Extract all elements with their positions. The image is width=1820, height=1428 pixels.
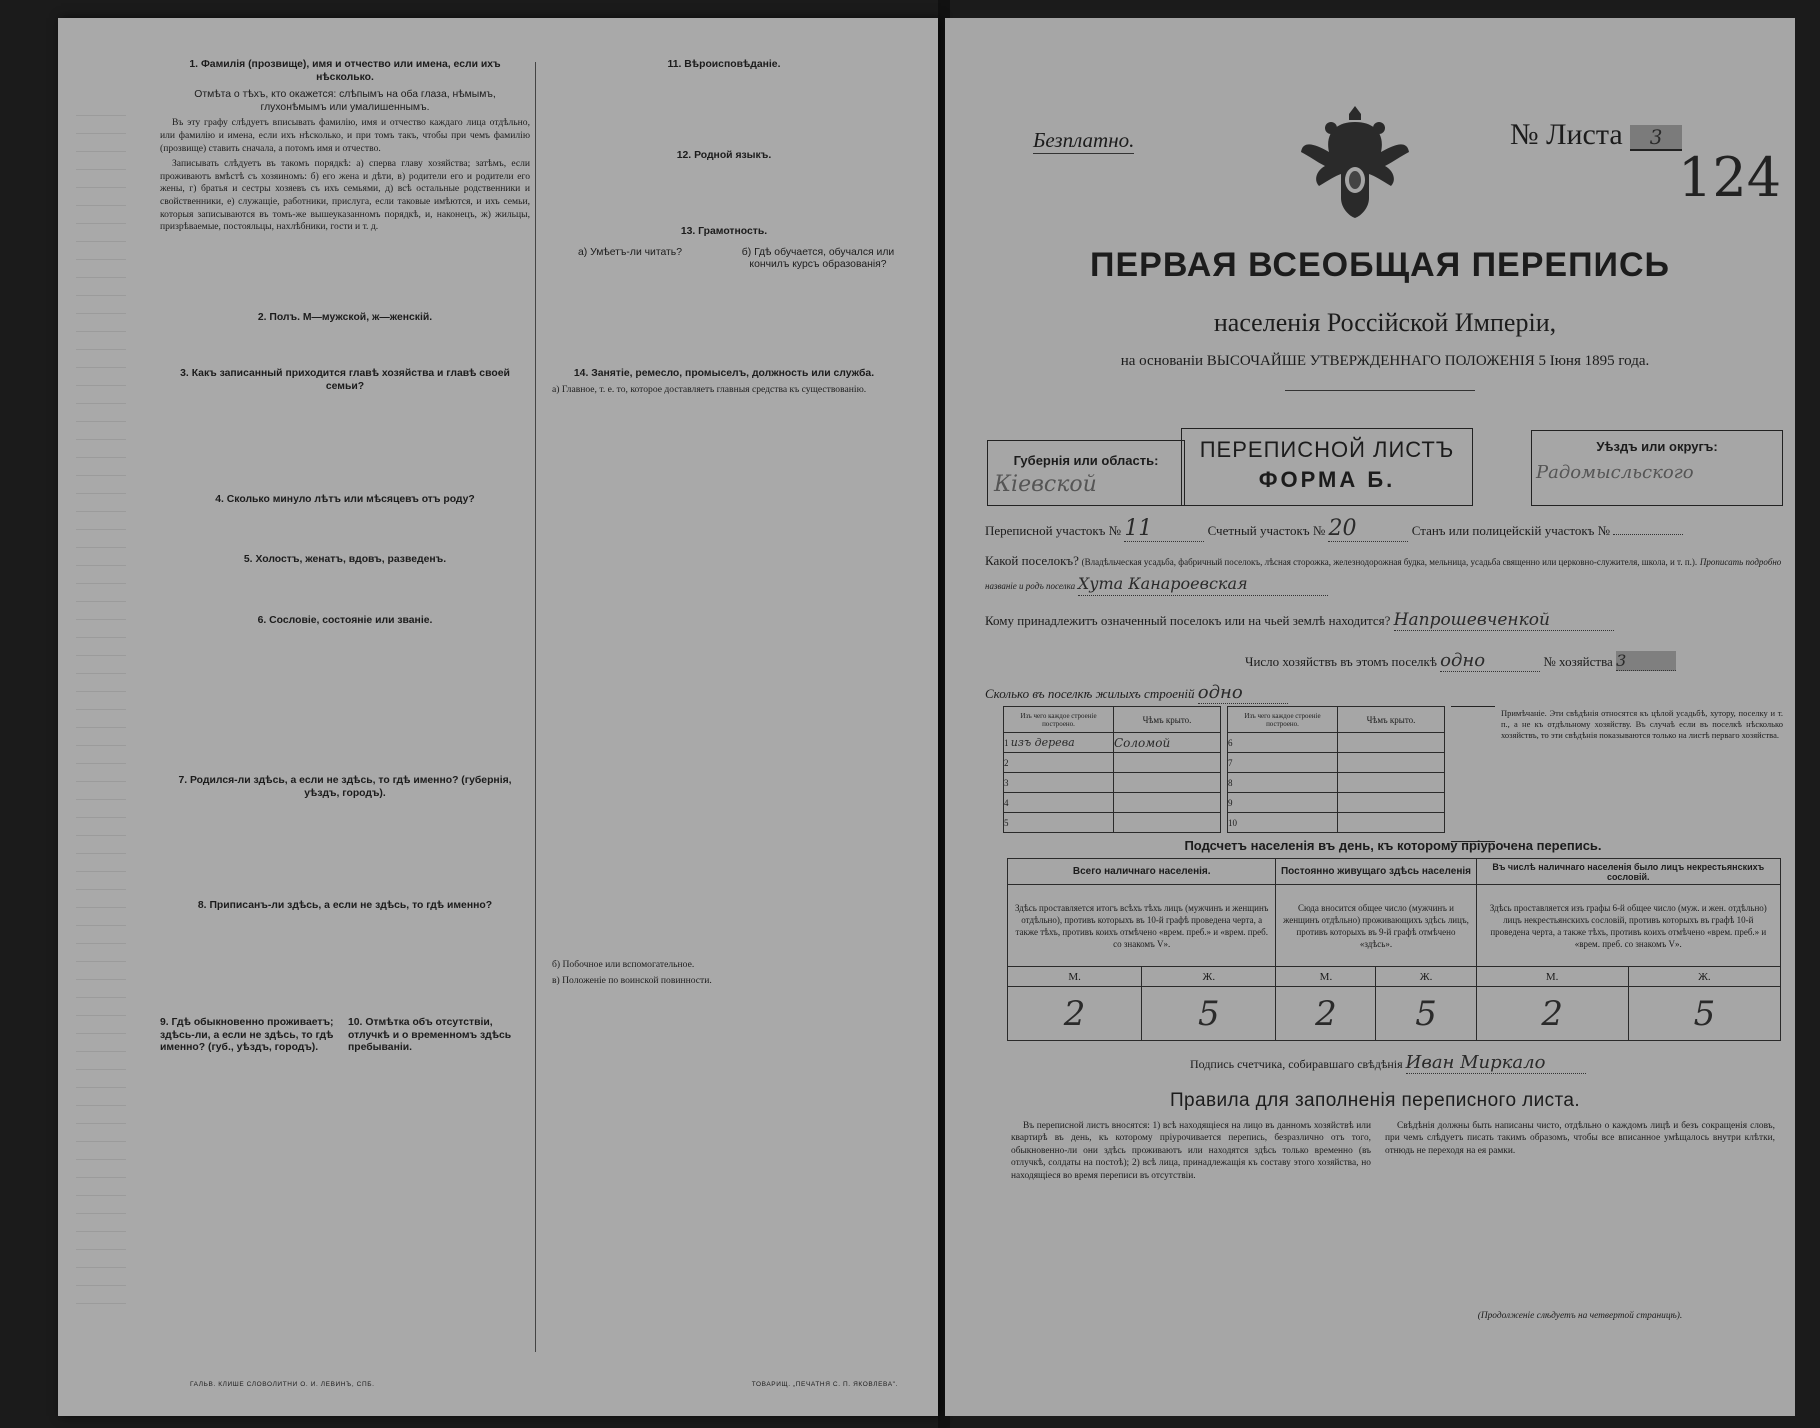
census-title: ПЕРВАЯ ВСЕОБЩАЯ ПЕРЕПИСЬ: [1090, 246, 1670, 284]
form-type: ФОРМА Б.: [1258, 467, 1396, 492]
owner-value: Напрошевченкой: [1394, 610, 1614, 631]
col-nonpeasant-desc: Здѣсь проставляется изъ графы 6-й общее число (муж. и жен. отдѣльно) лицъ некрестьянскихъ сословій, противъ которыхъ въ графѣ 10-й проведена черта, а также тѣхъ, противъ коихъ отмѣчено «врем. преб.» и «врем. преб. со знакомъ V».: [1476, 885, 1780, 967]
section-heading: 3. Какъ записанный приходится главѣ хозяйства и главѣ своей семьи?: [180, 368, 510, 392]
uchastok-row: [985, 516, 1785, 542]
schetny-label: Счетный участокъ №: [1207, 523, 1326, 538]
note-text: Примѣчаніе. Эти свѣдѣнія относятся къ цѣлой усадьбѣ, хутору, поселку и т. п., а не къ отдѣльному хозяйству. Въ случаѣ если въ поселкѣ нѣсколько хозяйствъ, то эти свѣдѣнія показываются только на листѣ перваго хозяйства.: [1501, 708, 1783, 740]
rules-title: Правила для заполненія переписного листа.: [1169, 1090, 1581, 1111]
census-legal-basis: на основаніи ВЫСОЧАЙШЕ УТВЕРЖДЕННАГО ПОЛОЖЕНІЯ 5 Іюня 1895 года.: [1120, 353, 1650, 369]
section-heading: 10. Отмѣтка объ отсутствіи, отлучкѣ и о временномъ здѣсь пребываніи.: [348, 1017, 512, 1054]
households-row: [1245, 650, 1785, 672]
schetny-value: 20: [1328, 516, 1408, 542]
section-heading: 8. Приписанъ-ли здѣсь, а если не здѣсь, то гдѣ именно?: [197, 900, 493, 912]
buildings-table-left: Изъ чего каждое строеніе построено. Чѣмъ крыто. 1 изъ дерева Соломой 2 3 4 5: [1003, 706, 1221, 833]
uezd-label: Уѣздъ или округъ:: [1596, 439, 1718, 454]
owner-label: Кому принадлежитъ означенный поселокъ или на чьей землѣ находится?: [985, 613, 1391, 628]
signature-row: [1190, 1052, 1586, 1074]
col-permanent-head: Постоянно живущаго здѣсь населенія: [1276, 859, 1476, 885]
poselok-hint: Прописать подробно названіе и родъ поселка: [985, 557, 1782, 591]
households-label: Число хозяйствъ въ этомъ поселкѣ: [1245, 654, 1437, 669]
form-title-box: [1181, 428, 1473, 506]
total-female-value: 5: [1142, 987, 1276, 1041]
header-roof: Чѣмъ крыто.: [1114, 707, 1221, 733]
subheading-read: а) Умѣетъ-ли читать?: [577, 246, 683, 258]
form-title: ПЕРЕПИСНОЙ ЛИСТЪ: [1199, 437, 1455, 462]
sheet-label: № Листа: [1510, 118, 1623, 151]
free-label: Безплатно.: [1033, 128, 1135, 152]
signature-value: Иван Миркало: [1406, 1052, 1586, 1074]
paragraph: Въ эту графу слѣдуетъ вписывать фамилію, имя и отчество каждаго лица отдѣльно, или фамилію и имена, если ихъ нѣсколько, и при томъ такъ, чтобы при чемъ фамилію (прозвище) ставить сначала, а потомъ имя и отчество.: [160, 117, 530, 154]
nonpeasant-female-value: 5: [1628, 987, 1780, 1041]
guberniya-value: Кіевской: [994, 472, 1097, 497]
owner-row: [985, 610, 1785, 631]
uchastok-label: Переписной участокъ №: [985, 523, 1122, 538]
poselok-label: Какой поселокъ?: [985, 553, 1079, 568]
instructions-column-2: [540, 54, 908, 990]
paragraph: в) Положеніе по воинской повинности.: [552, 974, 712, 986]
population-count-table: [1007, 858, 1781, 1041]
buildings-label: Сколько въ поселкѣ жилыхъ строеній: [985, 686, 1195, 701]
row1-material: изъ дерева: [1010, 736, 1075, 749]
buildings-row: [985, 682, 1288, 704]
households-value: одно: [1440, 650, 1540, 672]
nonpeasant-male-value: 2: [1476, 987, 1628, 1041]
section-heading: 7. Родился-ли здѣсь, а если не здѣсь, то гдѣ именно? (губернія, уѣздъ, городъ).: [178, 775, 512, 799]
rules-column-2: Свѣдѣнія должны быть написаны чисто, отдѣльно о каждомъ лицѣ и безъ сокращенія словъ, при чемъ слѣдуетъ писать такимъ образомъ, чтобы все вписанное умѣщалось внутри клѣтки, отнюдь не переходя на ея рамки. (Продолженіе слѣдуетъ на четвертой страницѣ).: [1385, 1121, 1775, 1322]
section-heading: 6. Сословіе, состояніе или званіе.: [257, 614, 433, 626]
buildings-value: одно: [1198, 682, 1288, 704]
census-form-page: [945, 18, 1795, 1416]
stan-label: Станъ или полицейскій участокъ №: [1411, 523, 1611, 538]
ruled-margin: [76, 98, 126, 1318]
col-total-head: Всего наличнаго населенія.: [1008, 859, 1276, 885]
buildings-table-right: Изъ чего каждое строеніе построено. Чѣмъ крыто. 6 7 8 9 10: [1227, 706, 1445, 833]
guberniya-label: Губернія или область:: [1013, 453, 1159, 468]
continuation-note: (Продолженіе слѣдуетъ на четвертой страницѣ).: [1477, 1311, 1683, 1322]
m-header: М.: [1008, 967, 1142, 987]
col-nonpeasant-head: Въ числѣ наличнаго населенія было лицъ некрестьянскихъ сословій.: [1476, 859, 1780, 885]
section-heading: 12. Родной языкъ.: [676, 149, 772, 161]
paragraph: б) Побочное или вспомогательное.: [552, 959, 695, 971]
household-number-value: 3: [1616, 651, 1676, 671]
permanent-female-value: 5: [1376, 987, 1476, 1041]
zh-header: Ж.: [1142, 967, 1276, 987]
section-heading: 4. Сколько минуло лѣтъ или мѣсяцевъ отъ роду?: [215, 493, 475, 505]
poselok-note: (Владѣльческая усадьба, фабричный поселокъ, лѣсная сторожка, железнодорожная будка, мельница, усадьба священно или церковно-служителя, школа, и т. п.).: [1081, 557, 1698, 567]
printer-imprint-right: ТОВАРИЩ. „ПЕЧАТНЯ С. П. ЯКОВЛЕВА".: [751, 1381, 898, 1388]
uezd-value: Радомысльского: [1536, 462, 1694, 483]
row1-roof: Соломой: [1114, 733, 1221, 753]
permanent-male-value: 2: [1276, 987, 1376, 1041]
sheet-number-value: 3: [1630, 125, 1682, 151]
signature-label: Подпись счетчика, собиравшаго свѣдѣнія: [1190, 1057, 1403, 1071]
double-headed-eagle-icon: [1295, 100, 1415, 224]
paragraph: а) Главное, т. е. то, которое доставляетъ главныя средства къ существованію.: [552, 383, 867, 395]
section-heading: 5. Холостъ, женатъ, вдовъ, разведенъ.: [243, 554, 447, 566]
sheet-number-label: [1510, 118, 1682, 152]
zh-header: Ж.: [1628, 967, 1780, 987]
section-subheading: Отмѣта о тѣхъ, кто окажется: слѣпымъ на оба глаза, нѣмымъ, глухонѣмымъ или умалишеннымъ.: [194, 89, 496, 113]
guberniya-box: [987, 440, 1185, 506]
m-header: М.: [1476, 967, 1628, 987]
uezd-box: [1531, 430, 1783, 506]
count-title: Подсчетъ населенія въ день, къ которому пріурочена перепись.: [1184, 838, 1602, 853]
left-page-instructions: [58, 18, 938, 1416]
section-heading: 14. Занятіе, ремесло, промыселъ, должность или служба.: [573, 367, 875, 379]
instructions-column-1: [160, 54, 530, 1058]
household-number-label: № хозяйства: [1543, 654, 1613, 669]
paragraph: Записывать слѣдуетъ въ такомъ порядкѣ: а) сперва главу хозяйства; затѣмъ, если проживаютъ вмѣстѣ съ хозяиномъ: б) его жена и дѣти, в) родители его и родители его жены, г) братья и сестры хозяевъ съ ихъ семьями, д) всѣ остальные родственники и свойственники, е) служащіе, работники, прислуга, если таковые имѣются, и ихъ семьи, которыя записываются въ томъ-же вышеуказанномъ порядкѣ, и, наконецъ, ж) жильцы, призрѣваемые, постояльцы, нахлѣбники, гости и т. д.: [160, 158, 530, 233]
column-divider: [535, 62, 536, 1352]
total-male-value: 2: [1008, 987, 1142, 1041]
subheading-education: б) Гдѣ обучается, обучался или кончилъ курсъ образованія?: [741, 246, 895, 271]
census-subtitle: населенія Россійской Имперіи,: [1213, 308, 1557, 337]
archive-number: 124: [1678, 146, 1782, 209]
printer-imprint-left: ГАЛЬВ. КЛИШЕ СЛОВОЛИТНИ О. И. ЛЕВИНЪ, СПБ.: [190, 1381, 375, 1388]
poselok-value: Хута Канароевская: [1078, 573, 1328, 596]
section-heading: 13. Грамотность.: [680, 226, 768, 238]
uchastok-value: 11: [1124, 516, 1204, 542]
rules-column-1: Въ переписной листъ вносятся: 1) всѣ находящіеся на лицо въ данномъ хозяйствѣ или квартирѣ въ день, къ которому пріурочивается перепись, безразлично отъ того, обыкновенно-ли они здѣсь проживаютъ или находятся здѣсь только временно (въ отлучкѣ, солдаты на постоѣ); 2) всѣ лица, принадлежащія къ составу этого хозяйства, но находящіеся во время переписи въ отсутствіи.: [1011, 1121, 1371, 1181]
section-heading: 2. Полъ. М—мужской, ж—женскій.: [257, 311, 433, 323]
col-permanent-desc: Сюда вносится общее число (мужчинъ и женщинъ отдѣльно) проживающихъ здѣсь лицъ, противъ которыхъ въ 9-й графѣ отмѣчено «здѣсь».: [1276, 885, 1476, 967]
section-heading: 1. Фамилія (прозвище), имя и отчество или имена, если ихъ нѣсколько.: [189, 59, 501, 83]
section-heading: 9. Гдѣ обыкновенно проживаетъ; здѣсь-ли, а если не здѣсь, то гдѣ именно? (губ., уѣздъ, городъ).: [160, 1017, 334, 1054]
section-heading: 11. Вѣроисповѣданіе.: [667, 59, 781, 70]
col-total-desc: Здѣсь проставляется итогъ всѣхъ тѣхъ лицъ (мужчинъ и женщинъ отдѣльно), противъ которыхъ въ 10-й графѣ проведена черта, а также тѣхъ, противъ коихъ отмѣчено «врем. преб.» и «врем. преб. со знакомъ V».: [1008, 885, 1276, 967]
zh-header: Ж.: [1376, 967, 1476, 987]
poselok-row: [985, 550, 1785, 597]
header-material: Изъ чего каждое строеніе построено.: [1004, 707, 1114, 733]
m-header: М.: [1276, 967, 1376, 987]
